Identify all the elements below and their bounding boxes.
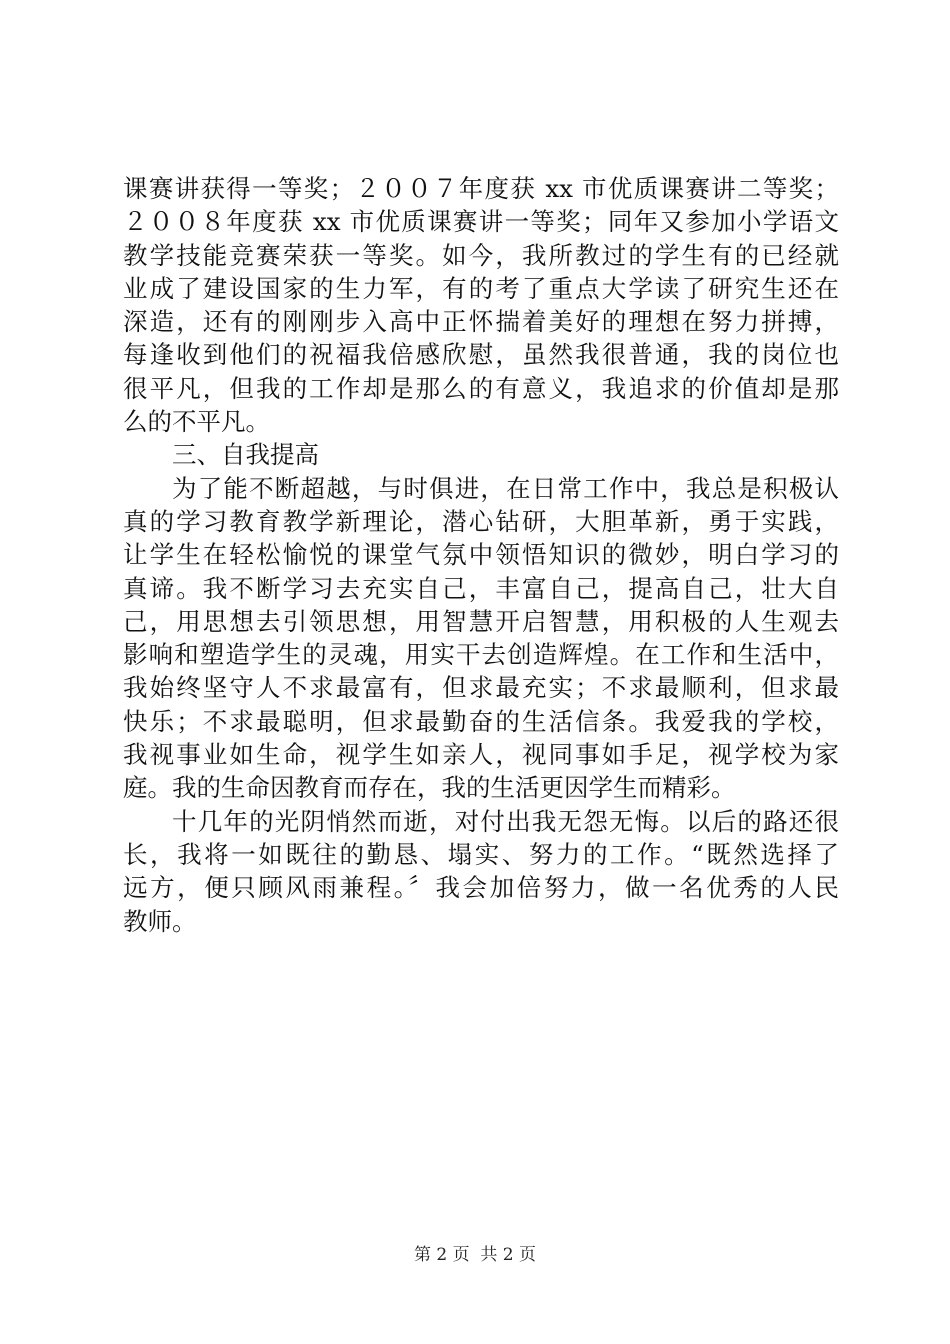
text-line: 影响和塑造学生的灵魂，用实干去创造辉煌。在工作和生活中，: [123, 640, 839, 670]
page-footer: 第 2 页 共 2 页: [413, 1245, 537, 1265]
text-line: 让学生在轻松愉悦的课堂气氛中领悟知识的微妙，明白学习的: [123, 540, 839, 570]
text-line: 很平凡，但我的工作却是那么的有意义，我追求的价值却是那: [123, 373, 839, 403]
text-line: 三、自我提高: [172, 440, 319, 470]
text-line: 庭。我的生命因教育而存在，我的生活更因学生而精彩。: [123, 773, 736, 803]
text-line: 真谛。我不断学习去充实自己，丰富自己，提高自己，壮大自: [123, 573, 839, 603]
text-line: 十几年的光阴悄然而逝，对付出我无怨无悔。以后的路还很: [172, 806, 839, 836]
text-line: 远方，便只顾风雨兼程。〞我会加倍努力，做一名优秀的人民: [123, 873, 839, 903]
text-line: 么的不平凡。: [123, 407, 270, 437]
text-line: 我视事业如生命，视学生如亲人，视同事如手足，视学校为家: [123, 740, 839, 770]
text-line: 教师。: [123, 906, 197, 936]
text-line: 快乐；不求最聪明，但求最勤奋的生活信条。我爱我的学校，: [123, 706, 839, 736]
text-line: 长，我将一如既往的勤恳、塌实、努力的工作。“既然选择了: [123, 839, 839, 869]
text-line: 我始终坚守人不求最富有，但求最充实；不求最顺利，但求最: [123, 673, 839, 703]
text-line: ２００８年度获 xx 市优质课赛讲一等奖；同年又参加小学语文: [123, 207, 839, 237]
text-line: 己，用思想去引领思想，用智慧开启智慧，用积极的人生观去: [123, 606, 839, 636]
text-line: 每逢收到他们的祝福我倍感欣慰，虽然我很普通，我的岗位也: [123, 340, 839, 370]
text-line: 为了能不断超越，与时俱进，在日常工作中，我总是积极认: [172, 473, 839, 503]
text-line: 课赛讲获得一等奖；２００７年度获 xx 市优质课赛讲二等奖；: [123, 174, 839, 203]
text-line: 业成了建设国家的生力军，有的考了重点大学读了研究生还在: [123, 273, 839, 303]
body-text: [123, 172, 839, 938]
text-line: 教学技能竞赛荣获一等奖。如今，我所教过的学生有的已经就: [123, 240, 839, 270]
text-line: 真的学习教育教学新理论，潜心钻研，大胆革新，勇于实践，: [123, 506, 839, 536]
text-line: 深造，还有的刚刚步入高中正怀揣着美好的理想在努力拼搏，: [123, 307, 839, 337]
